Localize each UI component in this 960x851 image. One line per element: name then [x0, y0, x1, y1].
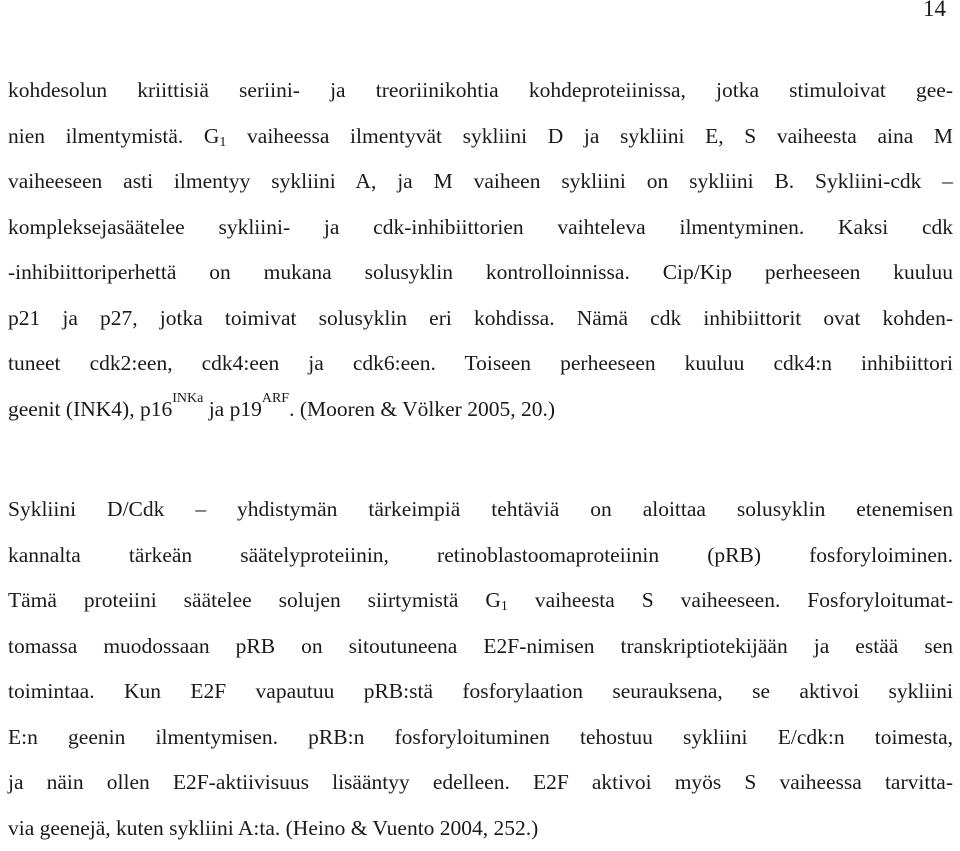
text-line: p21 ja p27, jotka toimivat solusyklin eri kohdissa. Nämä cdk inhibiittorit ovat kohden- — [8, 296, 953, 342]
text-line: vaiheeseen asti ilmentyy sykliini A, ja M vaiheen sykliini on sykliini B. Sykliini-cdk – — [8, 159, 953, 205]
superscript: ARF — [262, 391, 289, 406]
text-line: kohdesolun kriittisiä seriini- ja treoriinikohtia kohdeproteiinissa, jotka stimuloivat gee- — [8, 68, 953, 114]
text-line: Tämä proteiini säätelee solujen siirtymistä $G_1$ vaiheesta S vaiheeseen. Fosforyloitumat- — [8, 578, 953, 624]
body-paragraph-2 — [8, 487, 953, 851]
text-line: E:n geenin ilmentymisen. pRB:n fosforyloituminen tehostuu sykliini E/cdk:n toimesta, — [8, 715, 953, 761]
page-number: 14 — [923, 0, 946, 24]
text-line: ja näin ollen E2F-aktiivisuus lisääntyy edelleen. E2F aktivoi myös S vaiheessa tarvitta- — [8, 760, 953, 806]
text-line: kompleksejasäätelee sykliini- ja cdk-inhibiittorien vaihteleva ilmentyminen. Kaksi cdk — [8, 205, 953, 251]
text-line: tomassa muodossaan pRB on sitoutuneena E2F-nimisen transkriptiotekijään ja estää sen — [8, 624, 953, 670]
text-line: kannalta tärkeän säätelyproteiinin, retinoblastoomaproteiinin (pRB) fosforyloiminen. — [8, 533, 953, 579]
text-line: tuneet cdk2:een, cdk4:een ja cdk6:een. Toiseen perheeseen kuuluu cdk4:n inhibiittori — [8, 341, 953, 387]
body-paragraph-1 — [8, 68, 953, 432]
subscript: 1 — [501, 599, 508, 614]
subscript: 1 — [219, 135, 226, 150]
text-line: geenit (INK4), $p16^{INKa}$ ja $p19^{ARF}$. (Mooren & Völker 2005, 20.) — [8, 387, 953, 433]
superscript: INKa — [172, 391, 203, 406]
text-line: -inhibiittoriperhettä on mukana solusyklin kontrolloinnissa. Cip/Kip perheeseen kuuluu — [8, 250, 953, 296]
text-line: via geenejä, kuten sykliini A:ta. (Heino & Vuento 2004, 252.) — [8, 806, 953, 851]
text-line: nien ilmentymistä. $G_1$ vaiheessa ilmentyvät sykliini D ja sykliini E, S vaiheesta aina M — [8, 114, 953, 160]
text-line: Sykliini D/Cdk – yhdistymän tärkeimpiä tehtäviä on aloittaa solusyklin etenemisen — [8, 487, 953, 533]
text-line: toimintaa. Kun E2F vapautuu pRB:stä fosforylaation seurauksena, se aktivoi sykliini — [8, 669, 953, 715]
